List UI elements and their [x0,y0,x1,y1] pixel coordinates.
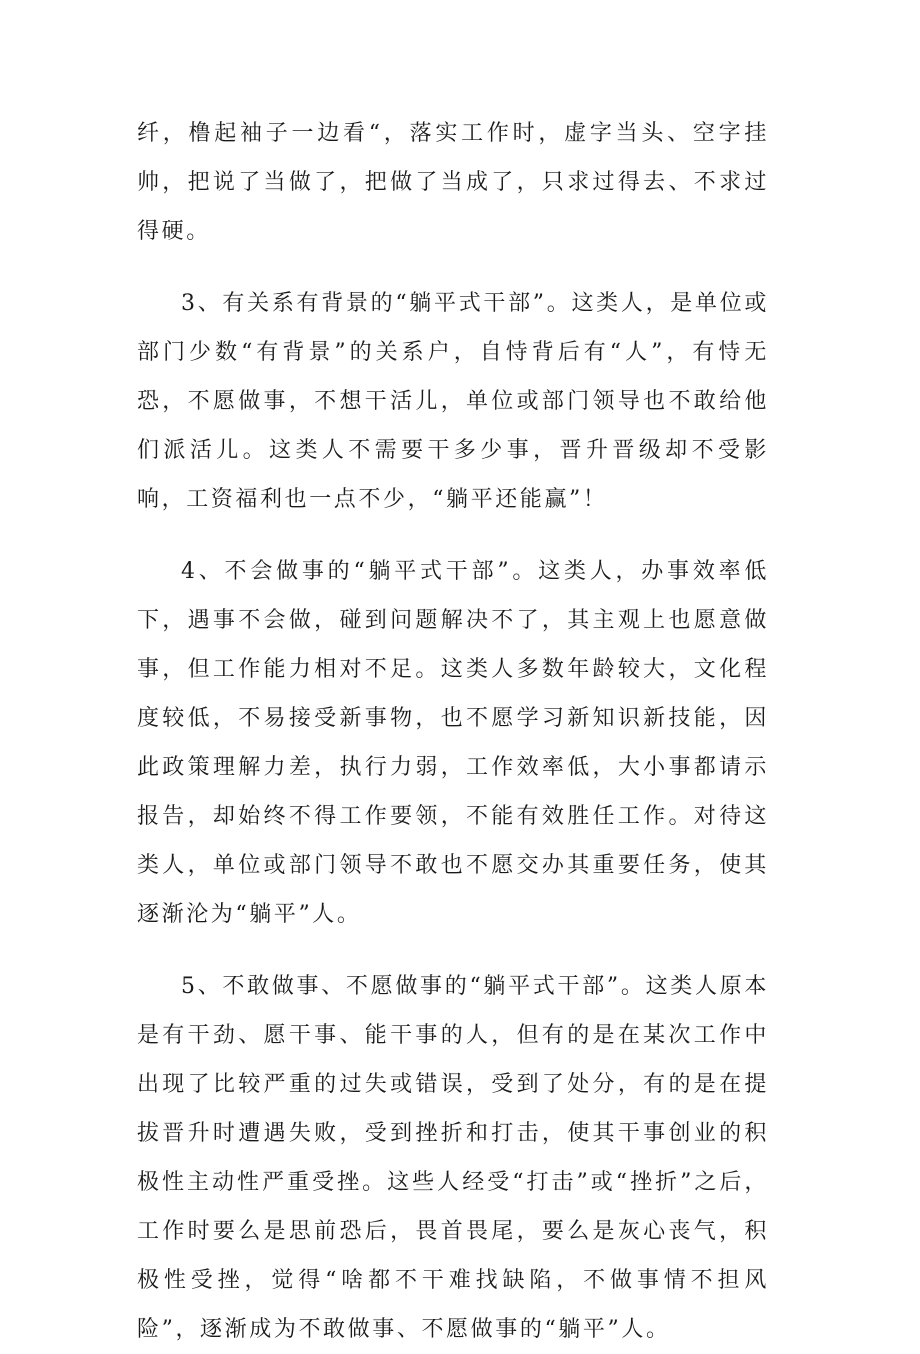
paragraph-gap [137,939,769,962]
document-body [137,109,769,1354]
paragraph-gap [137,524,769,547]
paragraph-gap [137,256,769,279]
paragraph-continuation: 纤，橹起袖子一边看“，落实工作时，虚字当头、空字挂帅，把说了当做了，把做了当成了，只求过得去、不求过得硬。 [137,121,769,244]
paragraph-item-3: 3、有关系有背景的“躺平式干部”。这类人，是单位或部门少数“有背景”的关系户，自恃背后有“人”，有恃无恐，不愿做事，不想干活儿，单位或部门领导也不敢给他们派活儿。这类人不需要干多少事，晋升晋级却不受影响，工资福利也一点不少，“躺平还能赢”！ [137,291,769,512]
paragraph-item-4: 4、不会做事的“躺平式干部”。这类人，办事效率低下，遇事不会做，碰到问题解决不了，其主观上也愿意做事，但工作能力相对不足。这类人多数年龄较大，文化程度较低，不易接受新事物，也不愿学习新知识新技能，因此政策理解力差，执行力弱，工作效率低，大小事都请示报告，却始终不得工作要领，不能有效胜任工作。对待这类人，单位或部门领导不敢也不愿交办其重要任务，使其逐渐沦为“躺平”人。 [137,559,769,927]
paragraph-item-5: 5、不敢做事、不愿做事的“躺平式干部”。这类人原本是有干劲、愿干事、能干事的人，但有的是在某次工作中出现了比较严重的过失或错误，受到了处分，有的是在提拔晋升时遭遇失败，受到挫折和打击，使其干事创业的积极性主动性严重受挫。这些人经受“打击”或“挫折”之后，工作时要么是思前恐后，畏首畏尾，要么是灰心丧气，积极性受挫，觉得“啥都不干难找缺陷，不做事情不担风险”，逐渐成为不敢做事、不愿做事的“躺平”人。 [137,974,769,1342]
